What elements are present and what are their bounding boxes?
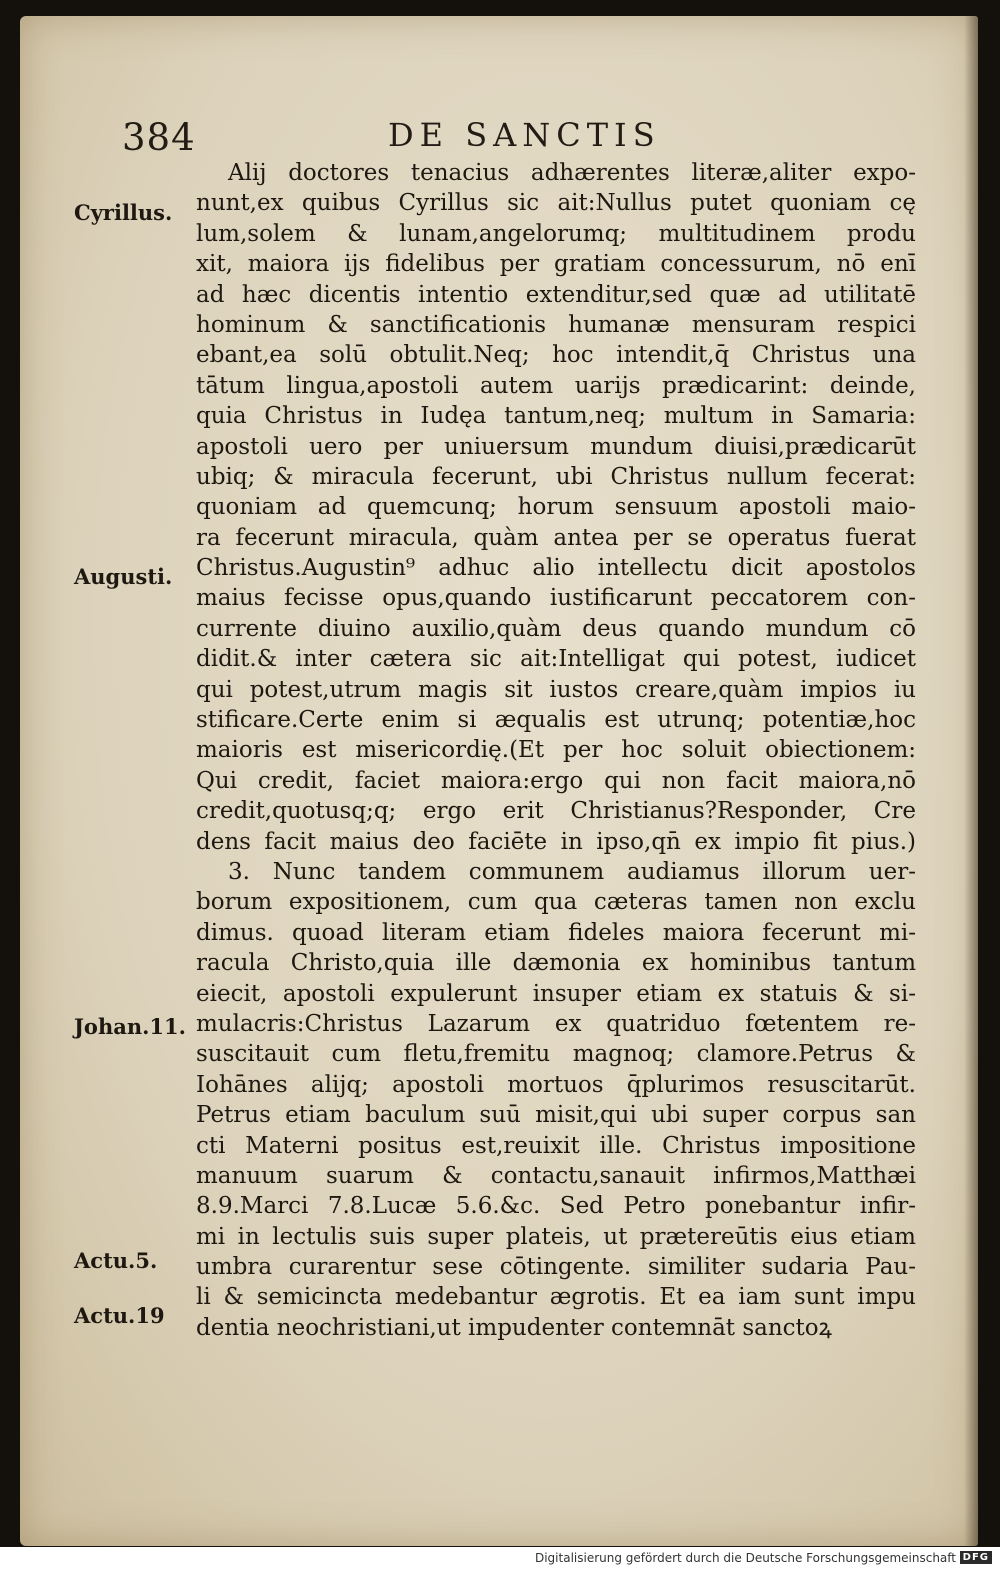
dfg-logo: DFG [960,1551,992,1564]
text-line: suscitauit cum fletu,fremitu magnoq; clamore.Petrus & [196,1041,916,1068]
marginal-note-actuum-19: Actu.19 [74,1303,165,1328]
text-line: quoniam ad quemcunq; horum sensuum apostoli maio- [196,494,916,521]
running-head: DE SANCTIS [388,116,661,154]
text-line: ubiq; & miracula fecerunt, ubi Christus nullum fecerat: [196,463,916,490]
text-line: didit.& inter cætera sic ait:Intelligat qui potest, iudicet [196,646,916,673]
text-line: umbra curarentur sese cōtingente. similiter sudaria Pau- [196,1254,916,1281]
text-line: apostoli uero per uniuersum mundum diuisi,prædicarūt [196,433,916,460]
text-line: dens facit maius deo faciēte in ipso,qn̄ ex impio fit pius.) [196,828,916,855]
text-line: 8.9.Marci 7.8.Lucæ 5.6.&c. Sed Petro ponebantur infir- [196,1193,916,1220]
text-line: Iohānes alijq; apostoli mortuos q̄plurimos resuscitarūt. [196,1071,916,1098]
text-line: eiecit, apostoli expulerunt insuper etiam ex statuis & si- [196,980,916,1007]
marginal-note-johannes: Johan.11. [74,1014,186,1039]
page-number: 384 [122,116,196,159]
text-line: xit, maiora ijs fidelibus per gratiam concessurum, nō enī [196,251,916,278]
text-line: Qui credit, faciet maiora:ergo qui non facit maiora,nō [196,767,916,794]
text-line: quia Christus in Iudęa tantum,neq; multum in Samaria: [196,403,916,430]
text-line: qui potest,utrum magis sit iustos creare,quàm impios iu [196,676,916,703]
text-line: nunt,ex quibus Cyrillus sic ait:Nullus putet quoniam cę [196,190,916,217]
text-line: credit,quotusq;q; ergo erit Christianus?Responder, Cre [196,798,916,825]
text-line: manuum suarum & contactu,sanauit infirmos,Matthæi [196,1162,916,1189]
text-line: dentia neochristiani,ut impudenter contemnāt sanctoꝝ [196,1314,832,1341]
text-line: Christus.Augustin⁹ adhuc alio intellectu dicit apostolos [196,555,916,582]
text-line: Petrus etiam baculum suū misit,qui ubi super corpus san [196,1102,916,1129]
text-line: mi in lectulis suis super plateis, ut prætereūtis eius etiam [196,1223,916,1250]
marginal-note-cyrillus: Cyrillus. [74,200,173,225]
funding-credit: Digitalisierung gefördert durch die Deutsche Forschungsgemeinschaft [534,1551,956,1565]
text-line: racula Christo,quia ille dæmonia ex hominibus tantum [196,950,916,977]
text-line: li & semicincta medebantur ægrotis. Et ea iam sunt impu [196,1284,916,1311]
page-gutter-shadow [964,16,978,1546]
marginal-note-augustinus: Augusti. [74,564,173,589]
text-line: currente diuino auxilio,quàm deus quando mundum cō [196,615,916,642]
text-line: borum expositionem, cum qua cæteras tamen non exclu [196,889,916,916]
text-line: ad hæc dicentis intentio extenditur,sed quæ ad utilitatē [196,281,916,308]
text-line: ra fecerunt miracula, quàm antea per se operatus fuerat [196,524,916,551]
text-line: dimus. quoad literam etiam fideles maiora fecerunt mi- [196,919,916,946]
text-line: mulacris:Christus Lazarum ex quatriduo fœtentem re- [196,1010,916,1037]
text-line: Alij doctores tenacius adhærentes literæ,aliter expo- [228,160,916,186]
text-line: hominum & sanctificationis humanæ mensuram respici [196,311,916,338]
text-line: stificare.Certe enim si æqualis est utrunq; potentiæ,hoc [196,707,916,734]
body-text [196,158,916,1343]
text-line: maius fecisse opus,quando iustificarunt peccatorem con- [196,585,916,612]
text-line: lum,solem & lunam,angelorumq; multitudinem produ [196,220,916,247]
book-page [20,16,978,1546]
marginal-note-actuum-5: Actu.5. [74,1248,158,1273]
text-line: cti Materni positus est,reuixit ille. Christus impositione [196,1132,916,1159]
text-line: ebant,ea solū obtulit.Neq; hoc intendit,q̄ Christus una [196,342,916,369]
text-line: 3. Nunc tandem communem audiamus illorum uer- [228,858,916,885]
text-line: maioris est misericordię.(Et per hoc soluit obiectionem: [196,737,916,764]
text-line: tātum lingua,apostoli autem uarijs prædicarint: deinde, [196,372,916,399]
